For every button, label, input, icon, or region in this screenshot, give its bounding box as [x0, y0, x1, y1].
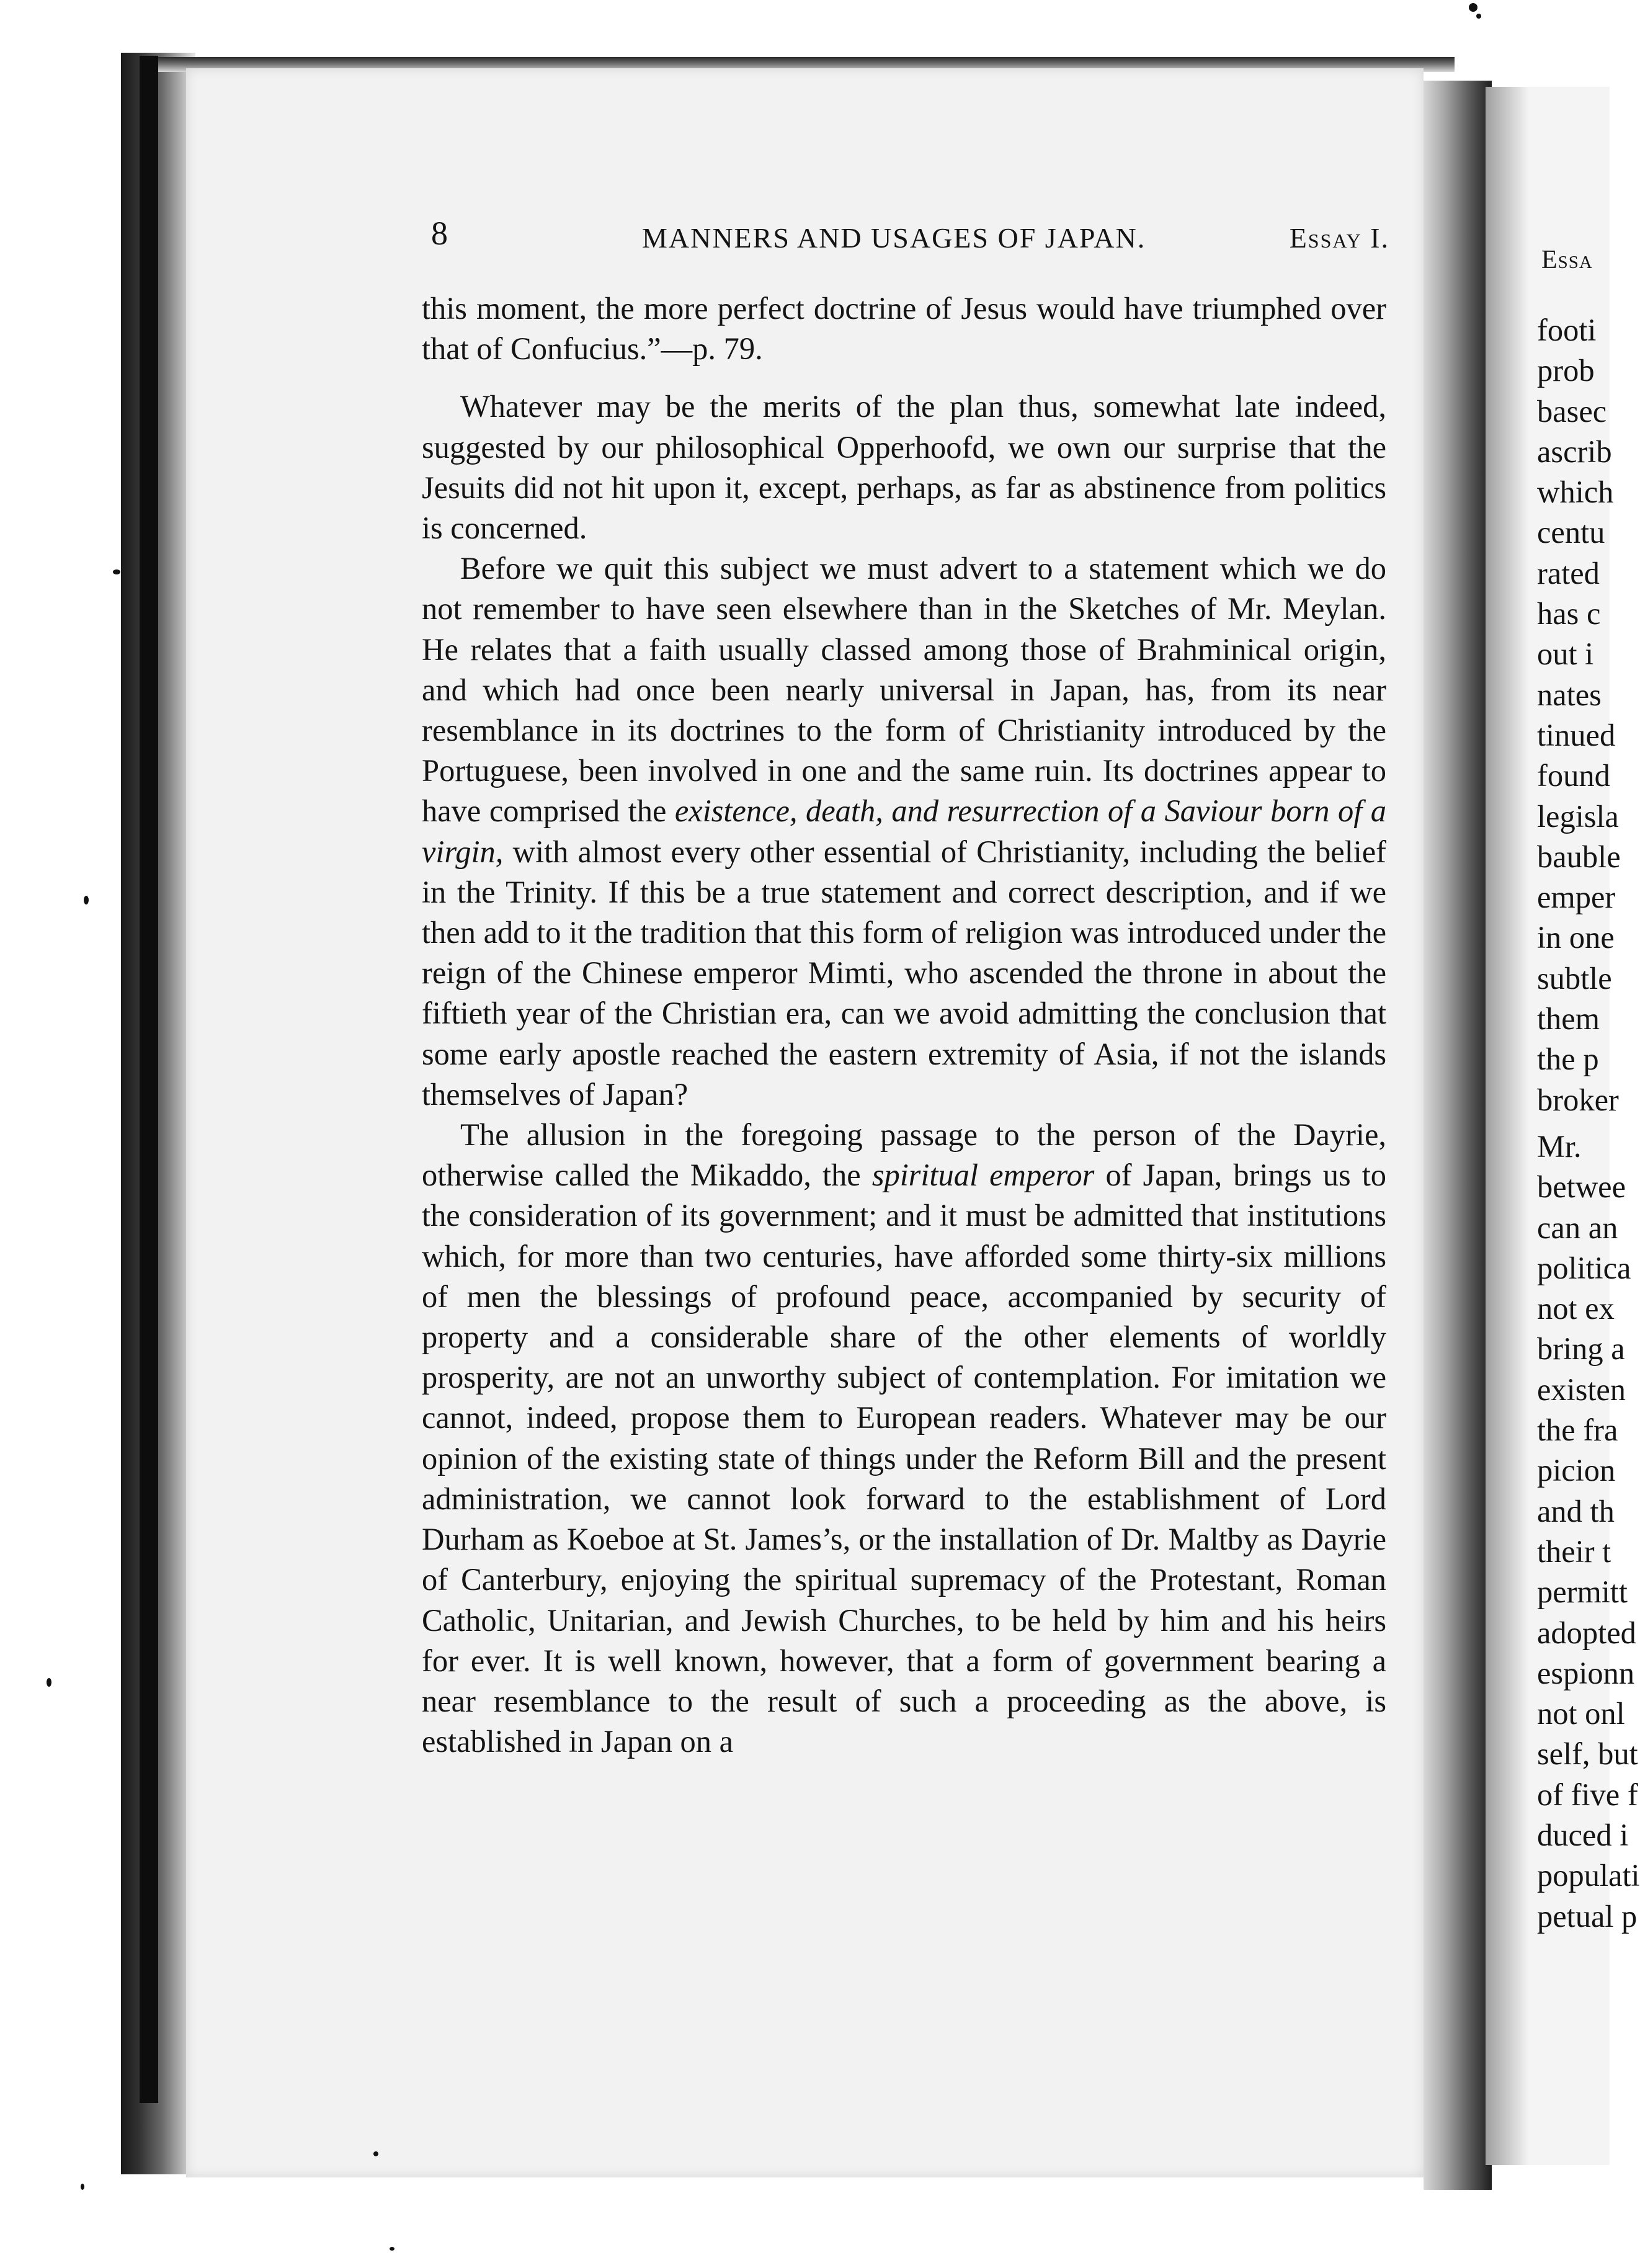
italic-run: spiritual emperor	[871, 1158, 1095, 1193]
facing-page-line: footi	[1537, 313, 1597, 347]
running-header	[431, 214, 1389, 264]
facing-page-line: the fra	[1537, 1413, 1618, 1448]
facing-page-line: bauble	[1537, 839, 1621, 874]
facing-page-line: and th	[1537, 1493, 1615, 1529]
facing-page-line: petual p	[1537, 1898, 1638, 1934]
facing-page-line: subtle	[1537, 960, 1612, 996]
text-run: with almost every other essential of Christianity, including the belief in the Trinity. If this be a true statement and correct description, and if we then add to it the tradition that this form of religion was introduced under the reign of the Chinese emperor Mimti, who ascended the throne in about the fiftieth year of the Christian era, can we avoid admitting the conclusion that some early apostle reached the eastern extremity of Asia, if not the islands themselves of Japan?	[422, 834, 1386, 1112]
facing-page-line: found	[1537, 758, 1610, 793]
facing-page-line: adopted	[1537, 1615, 1636, 1650]
facing-page-line: them	[1537, 1001, 1600, 1037]
paragraph	[422, 548, 1386, 1115]
facing-page-line: Mr.	[1537, 1128, 1582, 1164]
facing-page-line: broker	[1537, 1082, 1619, 1117]
facing-page-line: prob	[1537, 353, 1595, 388]
scan-speck	[47, 1678, 51, 1687]
binding-strip	[140, 56, 158, 2103]
essay-label: Essay I.	[1289, 222, 1389, 254]
italic-run: existence, death, and resurrection of a Saviour born of a virgin,	[422, 793, 1386, 869]
facing-page-line: duced i	[1537, 1817, 1629, 1852]
facing-page-line: ascrib	[1537, 434, 1612, 469]
page-number: 8	[431, 215, 448, 252]
scan-speck	[84, 896, 89, 904]
text-run: of Japan, brings us to the consideration of its government; and it must be admitted that institutions which, for more than two centuries, have afforded some thirty-six millions of men the blessings of profound peace, accompanied by security of property and a considerable share of the other elements of worldly prosperity, are not an unworthy subject of contemplation. For imitation we cannot, indeed, propose them to European readers. Whatever may be our opinion of the existing state of things under the Reform Bill and the present administration, we cannot look forward to the establishment of Lord Durham as Koeboe at St. James’s, or the installation of Dr. Maltby as Dayrie of Canterbury, enjoying the spiritual supremacy of the Protestant, Roman Catholic, Unitarian, and Jewish Churches, to be held by him and his heirs for ever. It is well known, however, that a form of government bearing a near resemblance to the result of such a proceeding as the above, is established in Japan on a	[422, 1158, 1387, 1759]
facing-page-line: of five f	[1537, 1777, 1638, 1812]
facing-page-line: can an	[1537, 1210, 1618, 1245]
facing-page-line: betwee	[1537, 1169, 1626, 1205]
left-cover-edge	[121, 53, 195, 2174]
facing-page-shadow	[1486, 87, 1529, 2165]
facing-page-line: tinued	[1537, 717, 1616, 752]
facing-page-line: nates	[1537, 677, 1602, 712]
facing-page-line: bring a	[1537, 1331, 1625, 1367]
text-run: this moment, the more perfect doctrine of Jesus would have triumphed over that of Confucius.”—p. 79.	[422, 291, 1386, 367]
facing-page-line: espionn	[1537, 1655, 1635, 1690]
facing-page-line: politica	[1537, 1250, 1631, 1285]
paragraph	[422, 386, 1386, 548]
paragraph	[422, 288, 1386, 369]
facing-page-line: which	[1537, 475, 1614, 510]
facing-page-line: in one	[1537, 920, 1615, 955]
facing-page-line: self, but	[1537, 1736, 1638, 1772]
facing-page-line: not ex	[1537, 1291, 1615, 1326]
body-text	[422, 288, 1386, 1762]
facing-page-line: existen	[1537, 1372, 1626, 1407]
facing-page-line: legisla	[1537, 798, 1619, 834]
facing-page-line: has c	[1537, 596, 1601, 632]
paragraph	[422, 1115, 1386, 1762]
facing-page-line: out i	[1537, 636, 1594, 672]
book-gutter	[1424, 81, 1492, 2190]
facing-page-text	[1537, 310, 1640, 1937]
facing-page-line: populati	[1537, 1858, 1640, 1893]
scan-speck	[390, 2247, 394, 2251]
scan-speck	[373, 2151, 378, 2156]
facing-page-line: emper	[1537, 880, 1616, 915]
scan-speck	[113, 569, 120, 574]
scan-speck	[1469, 3, 1477, 12]
scan-speck	[81, 2184, 84, 2190]
facing-page-line: the p	[1537, 1042, 1599, 1077]
facing-page-line: picion	[1537, 1453, 1616, 1488]
facing-page-line: basec	[1537, 393, 1607, 429]
text-run: Whatever may be the merits of the plan thus, somewhat late indeed, suggested by our philosophical Opperhoofd, we own our surprise that the Jesuits did not hit upon it, except, perhaps, as far as abstinence from politics is concerned.	[422, 389, 1386, 546]
facing-page-line: centu	[1537, 515, 1605, 550]
facing-page-line: permitt	[1537, 1574, 1628, 1610]
facing-page-line: not onl	[1537, 1696, 1625, 1731]
facing-page-line: rated	[1537, 555, 1600, 591]
text-run: Before we quit this subject we must advert to a statement which we do not remember to have seen elsewhere than in the Sketches of Mr. Meylan. He relates that a faith usually classed among those of Brahminical origin, and which had once been nearly universal in Japan, has, from its near resemblance in its doctrines to the form of Christianity introduced by the Portuguese, been involved in one and the same ruin. Its doctrines appear to have comprised the	[422, 551, 1386, 829]
facing-page-header: Essa	[1541, 246, 1593, 274]
text-run: The allusion in the foregoing passage to the person of the Dayrie, otherwise called the Mikaddo, the	[422, 1117, 1386, 1193]
facing-page-line: their t	[1537, 1534, 1611, 1569]
running-title: MANNERS AND USAGES OF JAPAN.	[642, 222, 1146, 254]
scan-speck	[1476, 14, 1481, 19]
